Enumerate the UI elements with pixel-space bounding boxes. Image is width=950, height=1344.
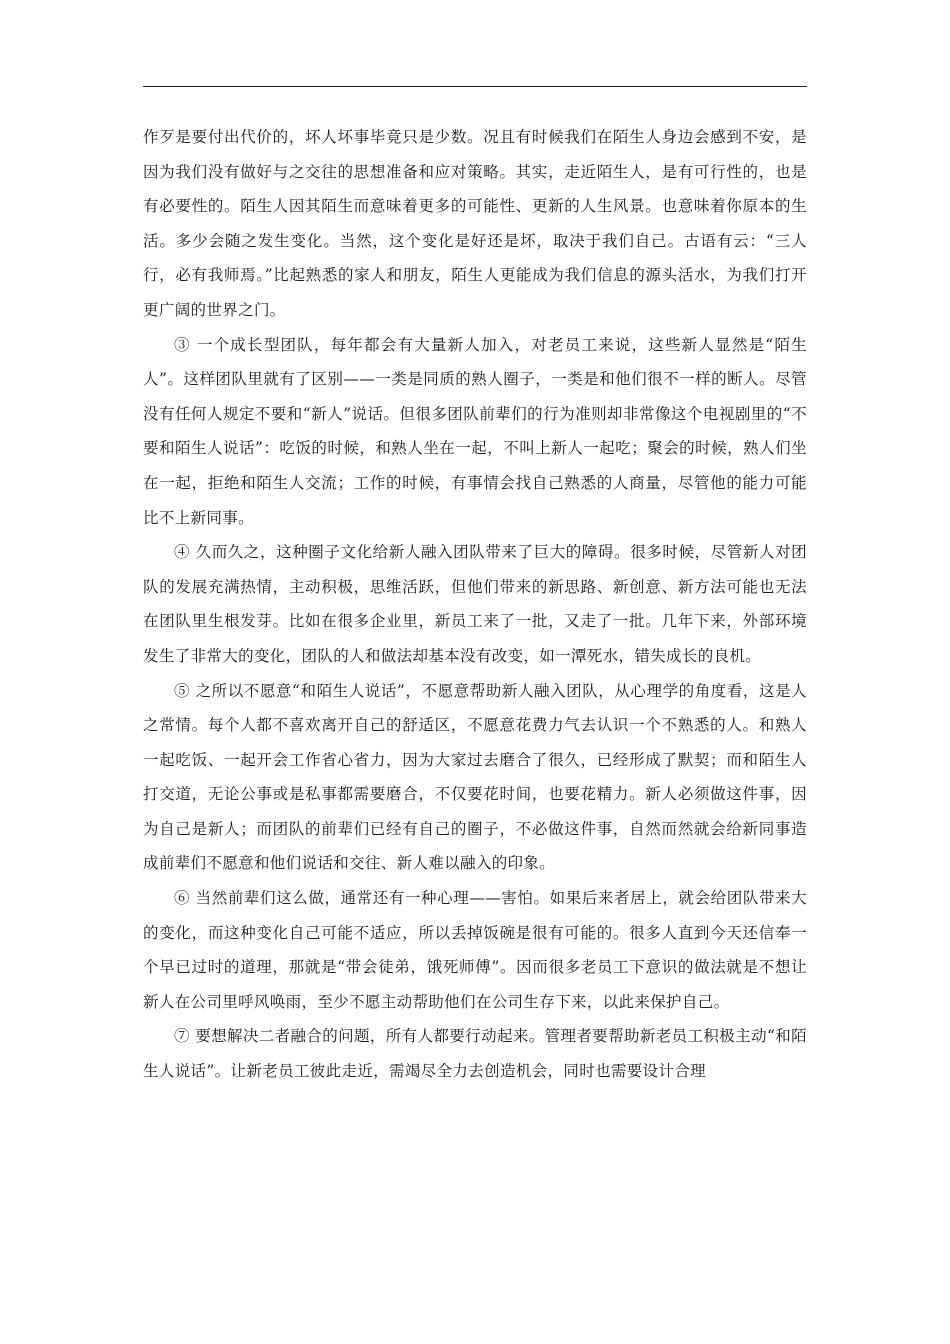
paragraph-7: ⑦ 要想解决二者融合的问题，所有人都要行动起来。管理者要帮助新老员工积极主动“和陌生人说话”。让新老员工彼此走近，需竭尽全力去创造机会，同时也需要设计合理 (143, 1027, 807, 1081)
paragraph-6: ⑥ 当然前辈们这么做，通常还有一种心理——害怕。如果后来者居上，就会给团队带来大的变化，而这种变化自己可能不适应，所以丢掉饭碗是很有可能的。很多人直到今天还信奉一个早已过时的道理，那就是“带会徒弟，饿死师傅”。因而很多老员工下意识的做法就是不想让新人在公司里呼风唤雨，至少不愿主动帮助他们在公司生存下来，以此来保护自己。 (143, 889, 807, 1011)
paragraph-5: ⑤ 之所以不愿意“和陌生人说话”，不愿意帮助新人融入团队，从心理学的角度看，这是人之常情。每个人都不喜欢离开自己的舒适区，不愿意花费力气去认识一个不熟悉的人。和熟人一起吃饭、一起开会工作省心省力，因为大家过去磨合了很久，已经形成了默契；而和陌生人打交道，无论公事或是私事都需要磨合，不仅要花时间，也要花精力。新人必须做这件事，因为自己是新人；而团队的前辈们已经有自己的圈子，不必做这件事，自然而然就会给新同事造成前辈们不愿意和他们说话和交往、新人难以融入的印象。 (143, 681, 807, 873)
header-rule (143, 86, 807, 87)
document-body (143, 120, 807, 1089)
paragraph-continued: 作歹是要付出代价的，坏人坏事毕竟只是少数。况且有时候我们在陌生人身边会感到不安，是因为我们没有做好与之交往的思想准备和应对策略。其实，走近陌生人，是有可行性的，也是有必要性的。陌生人因其陌生而意味着更多的可能性、更新的人生风景。也意味着你原本的生活。多少会随之发生变化。当然，这个变化是好还是坏，取决于我们自己。古语有云：“三人行，必有我师焉。”比起熟悉的家人和朋友，陌生人更能成为我们信息的源头活水，为我们打开更广阔的世界之门。 (143, 128, 807, 319)
paragraph-3: ③ 一个成长型团队，每年都会有大量新人加入，对老员工来说，这些新人显然是“陌生人”。这样团队里就有了区别——一类是同质的熟人圈子，一类是和他们很不一样的断人。尽管没有任何人规定不要和“新人”说话。但很多团队前辈们的行为准则却非常像这个电视剧里的“不要和陌生人说话”：吃饭的时候，和熟人坐在一起，不叫上新人一起吃；聚会的时候，熟人们坐在一起，拒绝和陌生人交流；工作的时候，有事情会找自己熟悉的人商量，尽管他的能力可能比不上新同事。 (143, 335, 807, 527)
paragraph-4: ④ 久而久之，这种圈子文化给新人融入团队带来了巨大的障碍。很多时候，尽管新人对团队的发展充满热情，主动积极，思维活跃，但他们带来的新思路、新创意、新方法可能也无法在团队里生根发芽。比如在很多企业里，新员工来了一批，又走了一批。几年下来，外部环境发生了非常大的变化，团队的人和做法却基本没有改变，如一潭死水，错失成长的良机。 (143, 543, 807, 665)
